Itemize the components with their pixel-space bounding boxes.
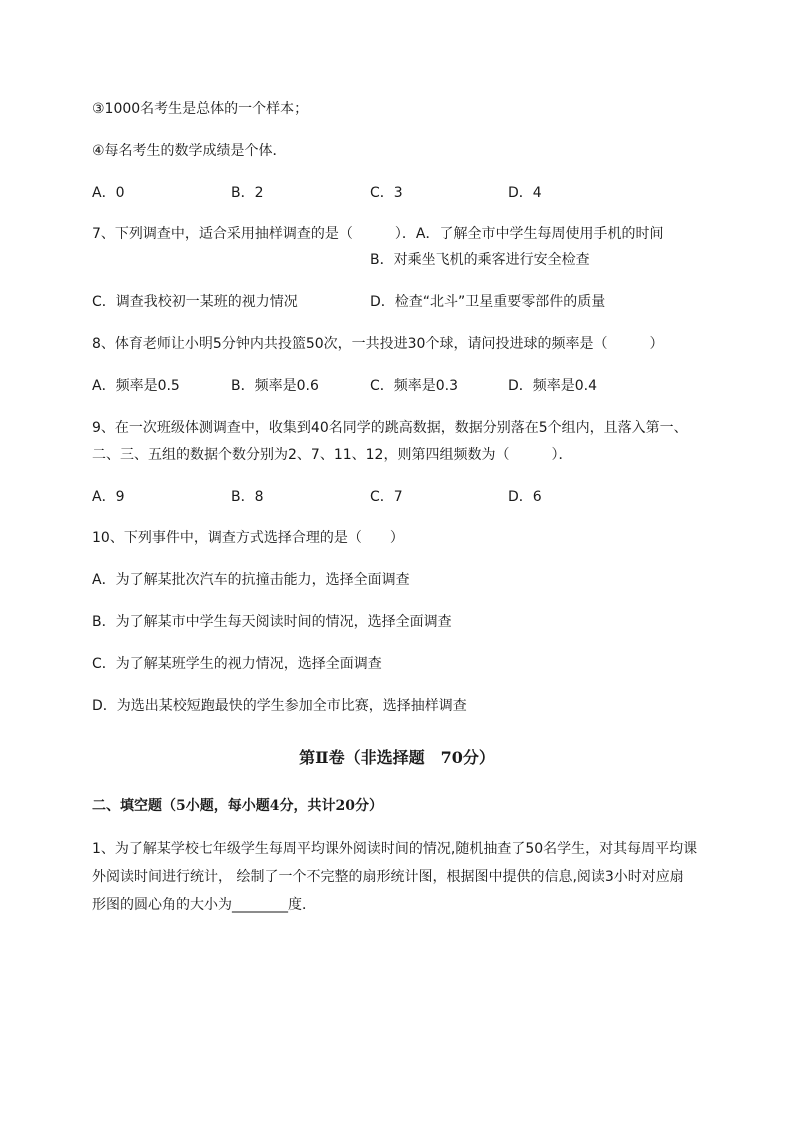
q7-option-b: B．对乘坐飞机的乘客进行安全检查 (370, 252, 590, 268)
q9-stem-line2: 二、三、五组的数据个数分别为2、7、11、12，则第四组频数为（ ）． (92, 447, 573, 463)
fill1-line3: 形图的圆心角的大小为________度． (92, 897, 316, 913)
fill1-line2: 外阅读时间进行统计， 绘制了一个不完整的扇形统计图，根据图中提供的信息,阅读3小时对应扇 (92, 869, 684, 885)
q9-stem-line1: 9、在一次班级体测调查中，收集到40名同学的跳高数据，数据分别落在5个组内，且落入第一、 (92, 420, 688, 436)
q6-option-b: B．2 (231, 185, 264, 201)
q7-stem: 7、下列调查中，适合采用抽样调查的是（ ）．A．了解全市中学生每周使用手机的时间 (92, 226, 664, 242)
statement-3: ③1000名考生是总体的一个样本； (92, 101, 309, 117)
section-2-heading: 二、填空题（5小题，每小题4分，共计20分） (92, 798, 383, 814)
q7-option-d: D．检查“北斗”卫星重要零部件的质量 (370, 294, 606, 310)
q9-option-a: A．9 (92, 489, 125, 505)
q10-option-c: C．为了解某班学生的视力情况，选择全面调查 (92, 656, 382, 672)
q8-stem: 8、体育老师让小明5分钟内共投篮50次，一共投进30个球，请问投进球的频率是（ ） (92, 336, 664, 352)
q10-stem: 10、下列事件中，调查方式选择合理的是（ ） (92, 530, 404, 546)
q9-option-c: C．7 (370, 489, 403, 505)
q8-option-b: B．频率是0.6 (231, 378, 319, 394)
q9-option-d: D．6 (508, 489, 542, 505)
q10-option-a: A．为了解某批次汽车的抗撞击能力，选择全面调查 (92, 572, 410, 588)
q6-option-a: A．0 (92, 185, 125, 201)
part-2-title: 第Ⅱ卷（非选择题 70分） (299, 748, 495, 767)
statement-4: ④每名考生的数学成绩是个体． (92, 143, 287, 159)
q8-option-c: C．频率是0.3 (370, 378, 459, 394)
q10-option-d: D．为选出某校短跑最快的学生参加全市比赛，选择抽样调查 (92, 698, 467, 714)
q10-option-b: B．为了解某市中学生每天阅读时间的情况，选择全面调查 (92, 614, 452, 630)
q9-option-b: B．8 (231, 489, 264, 505)
fill-question-1 (92, 835, 732, 919)
q6-option-c: C．3 (370, 185, 403, 201)
q7-option-c: C．调查我校初一某班的视力情况 (92, 294, 298, 310)
q8-option-d: D．频率是0.4 (508, 378, 598, 394)
fill1-line1: 1、为了解某学校七年级学生每周平均课外阅读时间的情况,随机抽查了50名学生，对其每周平均课 (92, 841, 698, 857)
q8-option-a: A．频率是0.5 (92, 378, 180, 394)
q6-option-d: D．4 (508, 185, 542, 201)
